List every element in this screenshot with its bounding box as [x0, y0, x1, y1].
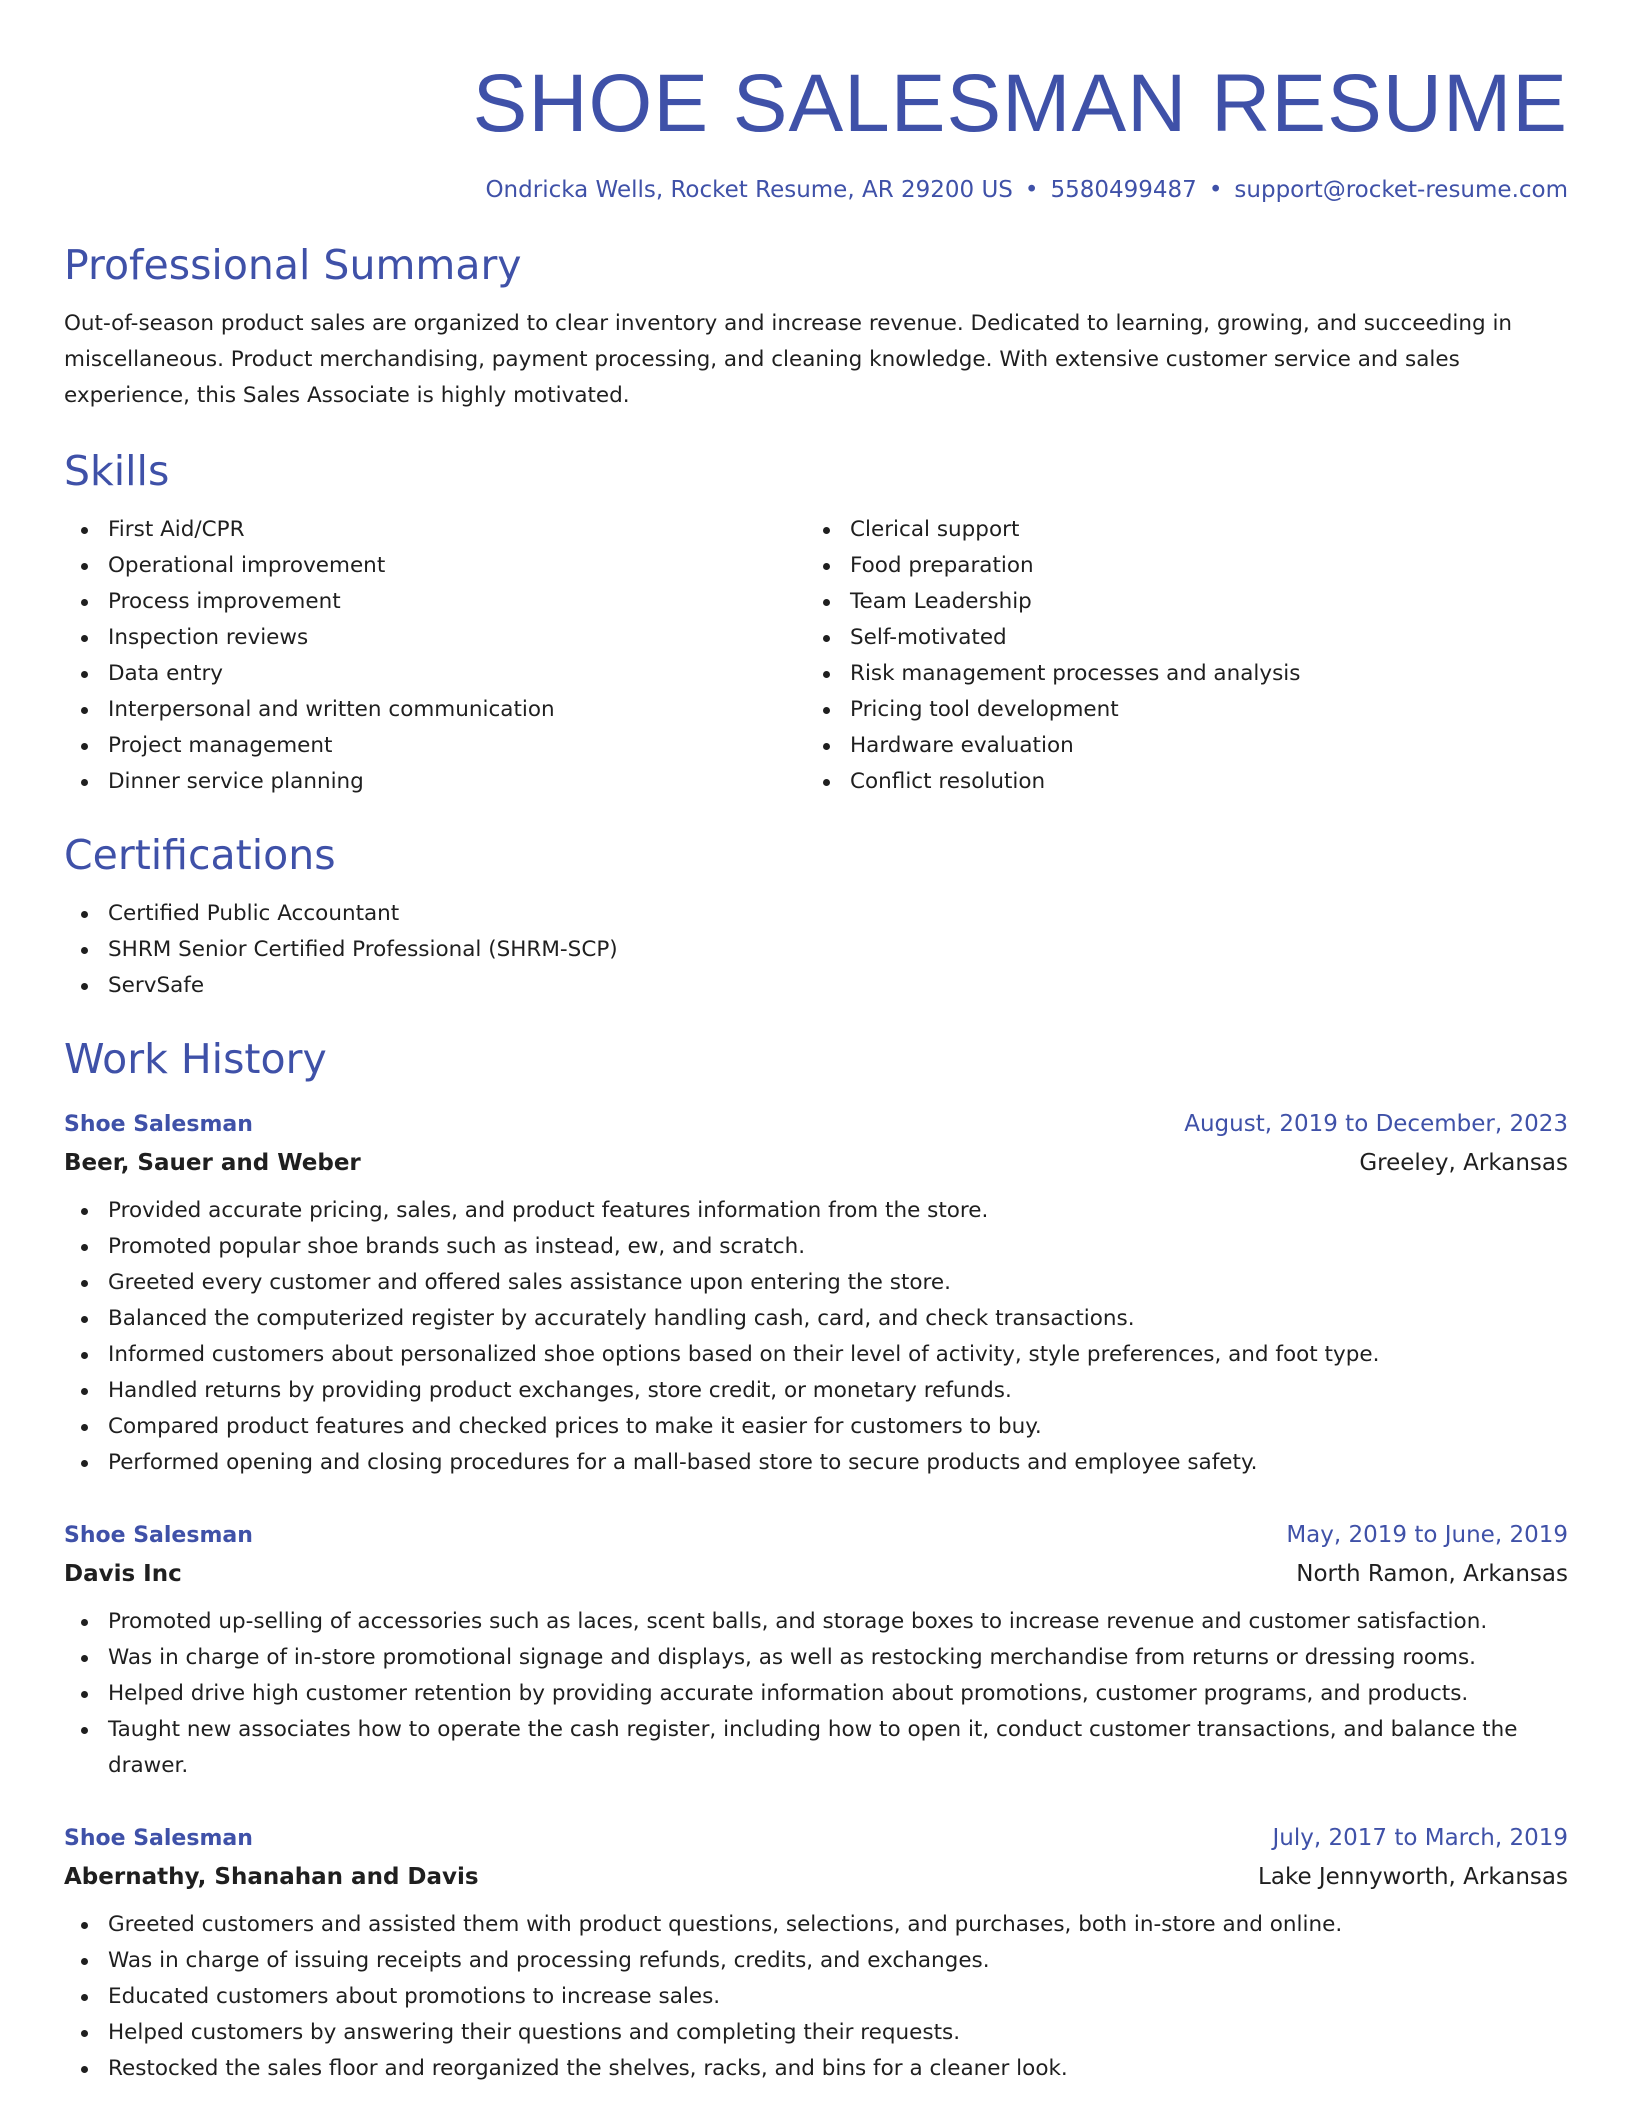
section-heading-skills: Skills — [64, 447, 170, 495]
skill-item: Project management — [64, 728, 806, 764]
job-duties-list — [64, 1907, 1568, 2087]
section-heading-summary: Professional Summary — [64, 241, 522, 289]
skill-item: Inspection reviews — [64, 620, 806, 656]
job-duty: Provided accurate pricing, sales, and product features information from the store. — [64, 1193, 1568, 1229]
certification-item: Certified Public Accountant — [64, 896, 1568, 932]
job-duty: Promoted popular shoe brands such as instead, ew, and scratch. — [64, 1229, 1568, 1265]
skills-column-right — [806, 512, 1548, 800]
section-heading-certifications: Certifications — [64, 831, 336, 879]
skills-column-left — [64, 512, 806, 800]
job-company: Beer, Sauer and Weber — [64, 1150, 361, 1176]
job-title: Shoe Salesman — [64, 1523, 253, 1548]
skill-item: Operational improvement — [64, 548, 806, 584]
contact-separator: • — [1208, 177, 1223, 203]
skill-item: Team Leadership — [806, 584, 1548, 620]
job-duty: Informed customers about personalized shoe options based on their level of activity, style preferences, and foot type. — [64, 1337, 1568, 1373]
job-location: Greeley, Arkansas — [1359, 1150, 1568, 1176]
job-duties-list — [64, 1604, 1568, 1784]
certification-item: SHRM Senior Certified Professional (SHRM-SCP) — [64, 932, 1568, 968]
job-duty: Helped customers by answering their questions and completing their requests. — [64, 2015, 1568, 2051]
job-location: Lake Jennyworth, Arkansas — [1258, 1864, 1568, 1890]
section-heading-work-history: Work History — [64, 1035, 327, 1083]
job-duty: Restocked the sales floor and reorganized the shelves, racks, and bins for a cleaner look. — [64, 2051, 1568, 2087]
job-duty: Educated customers about promotions to increase sales. — [64, 1979, 1568, 2015]
job-company: Davis Inc — [64, 1561, 182, 1587]
contact-address: Ondricka Wells, Rocket Resume, AR 29200 US — [485, 177, 1013, 203]
job-duty: Was in charge of issuing receipts and processing refunds, credits, and exchanges. — [64, 1943, 1568, 1979]
certifications-list — [64, 896, 1568, 1004]
job-dates: July, 2017 to March, 2019 — [1272, 1825, 1568, 1851]
skill-item: Dinner service planning — [64, 764, 806, 800]
job-duty: Was in charge of in-store promotional signage and displays, as well as restocking merchandise from returns or dressing rooms. — [64, 1640, 1568, 1676]
resume-page — [64, 0, 1568, 2087]
job-title: Shoe Salesman — [64, 1112, 253, 1137]
job-duty: Handled returns by providing product exchanges, store credit, or monetary refunds. — [64, 1373, 1568, 1409]
skill-item: Self-motivated — [806, 620, 1548, 656]
job-duty: Compared product features and checked prices to make it easier for customers to buy. — [64, 1409, 1568, 1445]
job-duty: Performed opening and closing procedures for a mall-based store to secure products and employee safety. — [64, 1445, 1568, 1481]
job-entry — [64, 1106, 1568, 1481]
skill-item: Process improvement — [64, 584, 806, 620]
skill-item: Risk management processes and analysis — [806, 656, 1548, 692]
job-duty: Greeted customers and assisted them with product questions, selections, and purchases, both in-store and online. — [64, 1907, 1568, 1943]
skills-list-left — [64, 512, 806, 800]
job-dates: May, 2019 to June, 2019 — [1286, 1522, 1568, 1548]
job-duty: Taught new associates how to operate the cash register, including how to open it, conduct customer transactions, and balance the drawer. — [64, 1712, 1568, 1784]
job-dates: August, 2019 to December, 2023 — [1184, 1111, 1568, 1137]
contact-separator: • — [1024, 177, 1039, 203]
skill-item: Pricing tool development — [806, 692, 1548, 728]
skills-list-right — [806, 512, 1548, 800]
skill-item: Conflict resolution — [806, 764, 1548, 800]
job-duty: Helped drive high customer retention by providing accurate information about promotions, customer programs, and products. — [64, 1676, 1568, 1712]
contact-email: support@rocket-resume.com — [1234, 177, 1568, 203]
job-entry — [64, 1517, 1568, 1784]
summary-text: Out-of-season product sales are organized to clear inventory and increase revenue. Dedicated to learning, growing, and succeeding in miscellaneous. Product merchandising, payment processing, and cleaning knowledge. With extensive customer service and sales experience, this Sales Associate is highly motivated. — [64, 311, 1513, 408]
certification-item: ServSafe — [64, 968, 1568, 1004]
resume-title: SHOE SALESMAN RESUME — [472, 58, 1568, 149]
job-company: Abernathy, Shanahan and Davis — [64, 1864, 479, 1890]
contact-line — [64, 174, 1568, 206]
skill-item: Food preparation — [806, 548, 1548, 584]
skill-item: Clerical support — [806, 512, 1548, 548]
skill-item: Hardware evaluation — [806, 728, 1548, 764]
job-duty: Promoted up-selling of accessories such as laces, scent balls, and storage boxes to increase revenue and customer satisfaction. — [64, 1604, 1568, 1640]
job-location: North Ramon, Arkansas — [1296, 1561, 1568, 1587]
skill-item: Data entry — [64, 656, 806, 692]
job-duties-list — [64, 1193, 1568, 1481]
contact-phone: 5580499487 — [1050, 177, 1197, 203]
skill-item: First Aid/CPR — [64, 512, 806, 548]
job-duty: Greeted every customer and offered sales assistance upon entering the store. — [64, 1265, 1568, 1301]
job-entry — [64, 1820, 1568, 2087]
skills-grid — [64, 512, 1568, 800]
skill-item: Interpersonal and written communication — [64, 692, 806, 728]
job-duty: Balanced the computerized register by accurately handling cash, card, and check transactions. — [64, 1301, 1568, 1337]
job-title: Shoe Salesman — [64, 1826, 253, 1851]
